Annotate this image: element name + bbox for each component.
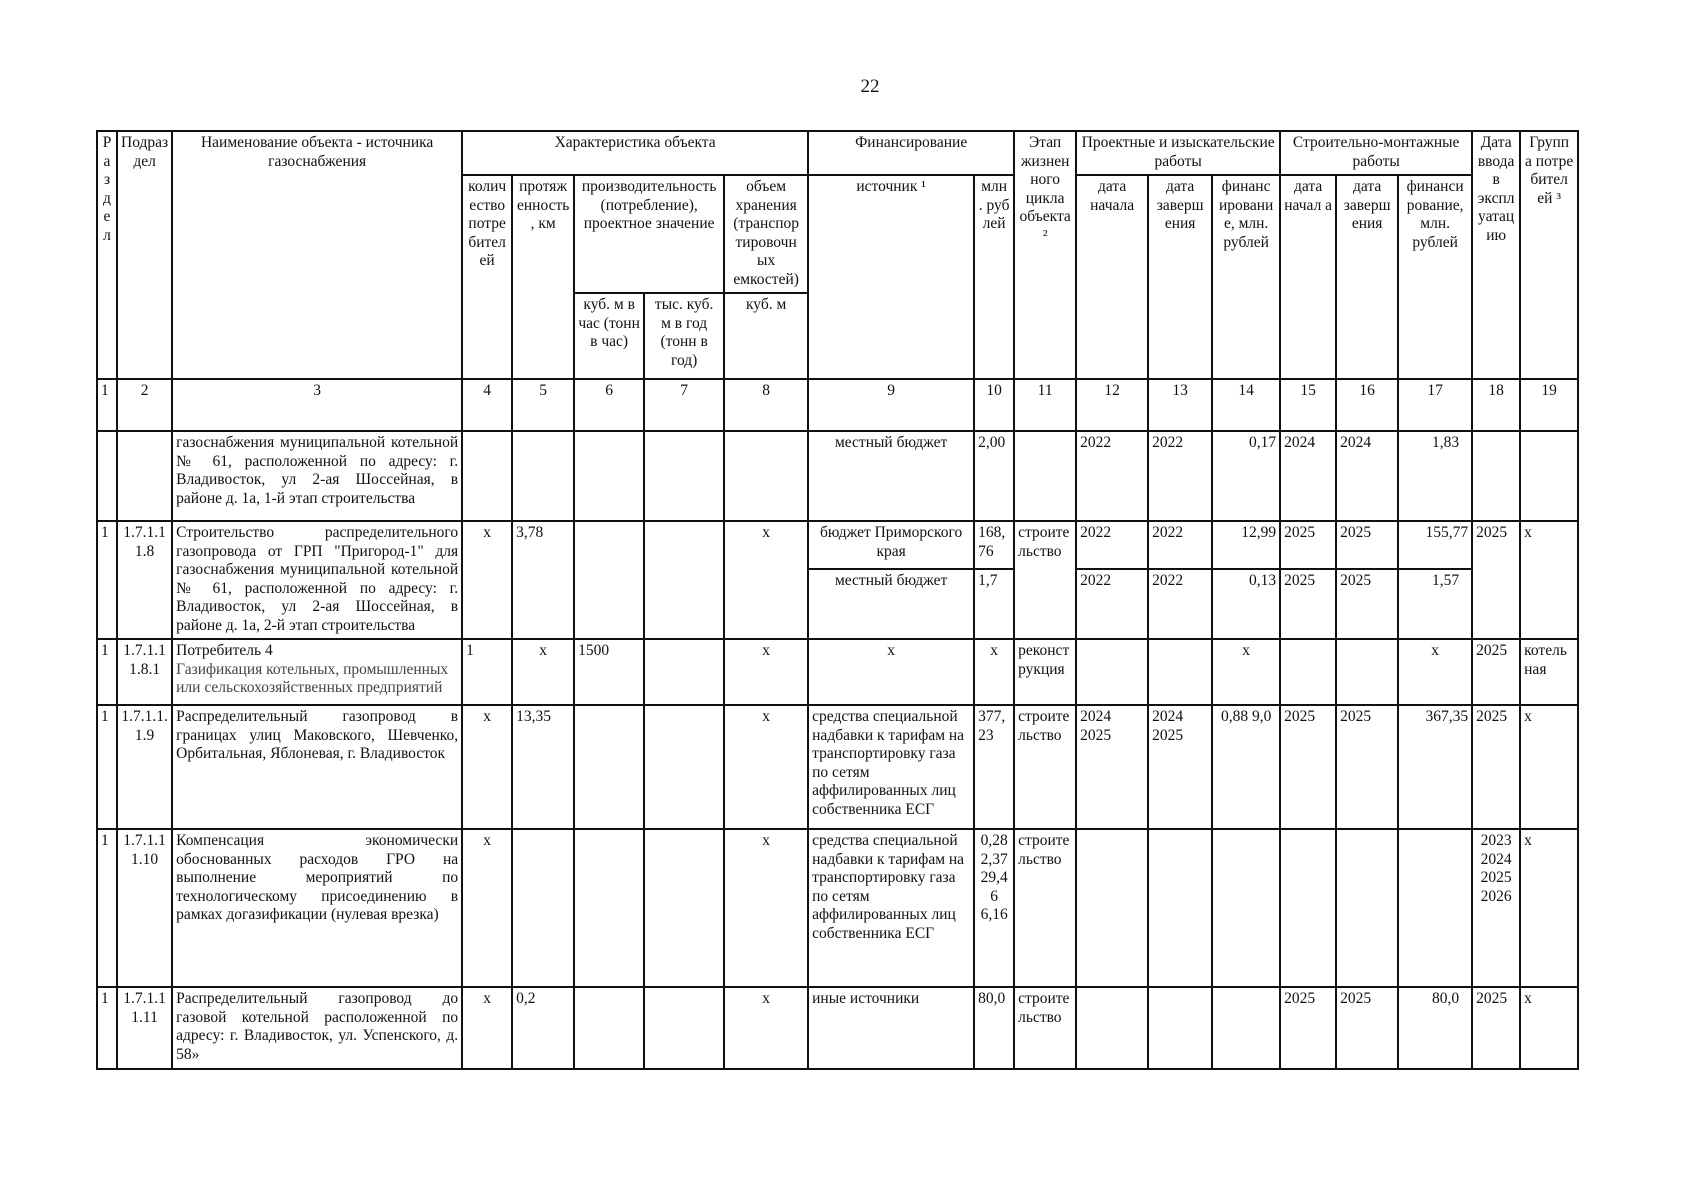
cell-construction-end: 2024 — [1336, 431, 1398, 521]
header-mln-rub: млн . руб лей — [974, 175, 1014, 379]
cell-construction-end: 2025 — [1336, 521, 1398, 569]
cell-object-name: Строительство распределительного газопровода от ГРП "Пригород-1" для газоснабжения муниципальной котельной № 61, расположенной по адресу: г. Владивосток, ул 2-ая Шоссейная, в районе д. 1а, 2-й этап строительства — [172, 521, 462, 639]
table-row — [97, 431, 1578, 521]
table-row — [97, 521, 1578, 569]
column-number: 19 — [1520, 379, 1578, 431]
column-number: 7 — [644, 379, 724, 431]
cell-construction-financing: 80,0 — [1398, 987, 1472, 1069]
header-unit-per-hour: куб. м в час (тонн в час) — [574, 293, 644, 379]
cell-construction-start: 2025 — [1280, 987, 1336, 1069]
header-design-financing: финанс ировани е, млн. рублей — [1212, 175, 1280, 379]
cell-source: средства специальной надбавки к тарифам на транспортировку газа по сетям аффилированных лиц собственника ЕСГ — [808, 705, 974, 829]
header-design-works: Проектные и изыскательские работы — [1076, 131, 1280, 175]
cell-consumers: x — [462, 705, 512, 829]
column-numbers-row — [97, 379, 1578, 431]
cell-construction-financing: 1,83 — [1398, 431, 1472, 521]
header-length-km: протяж енность , км — [512, 175, 574, 379]
cell-razdel: 1 — [97, 829, 117, 987]
cell-consumers: x — [462, 987, 512, 1069]
cell-razdel: 1 — [97, 521, 117, 639]
table-row — [97, 987, 1578, 1069]
cell-capacity-hour: 1500 — [574, 639, 644, 705]
header-unit-cubic-m: куб. м — [724, 293, 808, 379]
cell-consumers: x — [462, 829, 512, 987]
cell-amount: 168, 76 — [974, 521, 1014, 569]
cell-consumers: x — [462, 521, 512, 639]
cell-design-financing: 0,17 — [1212, 431, 1280, 521]
cell-construction-start: 2025 — [1280, 569, 1336, 639]
cell-commissioning-date: 2025 — [1472, 705, 1520, 829]
cell-commissioning-date: 2023 2024 2025 2026 — [1472, 829, 1520, 987]
column-number: 12 — [1076, 379, 1148, 431]
cell-source: x — [808, 639, 974, 705]
column-number: 5 — [512, 379, 574, 431]
cell-razdel — [97, 431, 117, 521]
cell-amount: 2,00 — [974, 431, 1014, 521]
cell-design-start: 2022 — [1076, 569, 1148, 639]
cell-construction-end: 2025 — [1336, 569, 1398, 639]
cell-commissioning-date: 2025 — [1472, 639, 1520, 705]
cell-podrazdel: 1.7.1.1. 1.9 — [117, 705, 172, 829]
consumer-label: Потребитель 4 — [176, 642, 273, 659]
cell-storage: x — [724, 521, 808, 639]
cell-design-end: 2022 — [1148, 431, 1212, 521]
cell-amount: x — [974, 639, 1014, 705]
cell-storage: x — [724, 705, 808, 829]
cell-design-start: 2024 2025 — [1076, 705, 1148, 829]
cell-lifecycle-stage: строите льство — [1014, 705, 1076, 829]
header-construction-start: дата начал а — [1280, 175, 1336, 379]
cell-design-end: 2024 2025 — [1148, 705, 1212, 829]
cell-podrazdel — [117, 431, 172, 521]
column-number: 8 — [724, 379, 808, 431]
cell-consumers: 1 — [462, 639, 512, 705]
header-source: источник ¹ — [808, 175, 974, 379]
cell-razdel: 1 — [97, 705, 117, 829]
gas-supply-table — [96, 130, 1579, 1070]
cell-design-financing: x — [1212, 639, 1280, 705]
cell-amount: 1,7 — [974, 569, 1014, 639]
cell-storage: x — [724, 639, 808, 705]
cell-podrazdel: 1.7.1.1 1.8 — [117, 521, 172, 639]
cell-length: 3,78 — [512, 521, 574, 639]
table-row — [97, 829, 1578, 987]
header-construction-end: дата заверш ения — [1336, 175, 1398, 379]
consumer-description: Газификация котельных, промышленных или сельскохозяйственных предприятий — [176, 660, 449, 697]
cell-length: 0,2 — [512, 987, 574, 1069]
column-number: 15 — [1280, 379, 1336, 431]
column-number: 4 — [462, 379, 512, 431]
column-number: 14 — [1212, 379, 1280, 431]
cell-amount: 377, 23 — [974, 705, 1014, 829]
header-object-name: Наименование объекта - источника газоснабжения — [172, 131, 462, 379]
cell-construction-financing: 1,57 — [1398, 569, 1472, 639]
cell-consumer-group: x — [1520, 829, 1578, 987]
column-number: 1 — [97, 379, 117, 431]
cell-construction-financing: x — [1398, 639, 1472, 705]
cell-consumer-group: котель ная — [1520, 639, 1578, 705]
header-storage-volume: объем хранения (транспор тировочн ых емкостей) — [724, 175, 808, 293]
cell-design-end: 2022 — [1148, 521, 1212, 569]
column-number: 9 — [808, 379, 974, 431]
header-financing: Финансирование — [808, 131, 1014, 175]
cell-source: бюджет Приморского края — [808, 521, 974, 569]
header-capacity: производительность (потребление), проектное значение — [574, 175, 724, 293]
cell-source: местный бюджет — [808, 569, 974, 639]
cell-storage: x — [724, 829, 808, 987]
cell-construction-financing: 367,35 — [1398, 705, 1472, 829]
column-number: 16 — [1336, 379, 1398, 431]
cell-design-end: 2022 — [1148, 569, 1212, 639]
cell-consumer-group: x — [1520, 521, 1578, 639]
cell-construction-start: 2024 — [1280, 431, 1336, 521]
cell-object-name: Распределительный газопровод в границах улиц Маковского, Шевченко, Орбитальная, Яблоневая, г. Владивосток — [172, 705, 462, 829]
header-commissioning-date: Дата ввода в экспл уатац ию — [1472, 131, 1520, 379]
header-lifecycle-stage: Этап жизнен ного цикла объекта ² — [1014, 131, 1076, 379]
cell-source: местный бюджет — [808, 431, 974, 521]
cell-design-financing: 0,88 9,0 — [1212, 705, 1280, 829]
column-number: 3 — [172, 379, 462, 431]
header-design-start: дата начала — [1076, 175, 1148, 379]
header-razdel: Р а з д е л — [97, 131, 117, 379]
header-row-1 — [97, 131, 1578, 175]
header-podrazdel: Подраз дел — [117, 131, 172, 379]
cell-lifecycle-stage: реконст рукция — [1014, 639, 1076, 705]
cell-razdel: 1 — [97, 639, 117, 705]
cell-podrazdel: 1.7.1.1 1.11 — [117, 987, 172, 1069]
column-number: 18 — [1472, 379, 1520, 431]
cell-source: иные источники — [808, 987, 974, 1069]
cell-design-start: 2022 — [1076, 431, 1148, 521]
cell-commissioning-date: 2025 — [1472, 521, 1520, 639]
cell-podrazdel: 1.7.1.1 1.10 — [117, 829, 172, 987]
cell-construction-start: 2025 — [1280, 521, 1336, 569]
header-construction-works: Строительно-монтажные работы — [1280, 131, 1472, 175]
header-consumer-group: Групп а потре бител ей ³ — [1520, 131, 1578, 379]
header-construction-financing: финанси рование, млн. рублей — [1398, 175, 1472, 379]
cell-design-start: 2022 — [1076, 521, 1148, 569]
cell-object-name: газоснабжения муниципальной котельной № 61, расположенной по адресу: г. Владивосток, ул 2-ая Шоссейная, в районе д. 1а, 1-й этап строительства — [172, 431, 462, 521]
cell-construction-end: 2025 — [1336, 705, 1398, 829]
cell-consumer-group: x — [1520, 705, 1578, 829]
table-row — [97, 705, 1578, 829]
column-number: 13 — [1148, 379, 1212, 431]
cell-object-name: Компенсация экономически обоснованных расходов ГРО на выполнение мероприятий по технологическому присоединению в рамках догазификации (нулевая врезка) — [172, 829, 462, 987]
cell-commissioning-date: 2025 — [1472, 987, 1520, 1069]
cell-amount: 80,0 — [974, 987, 1014, 1069]
column-number: 2 — [117, 379, 172, 431]
cell-storage: x — [724, 987, 808, 1069]
header-consumers-count: колич ество потре бител ей — [462, 175, 512, 379]
cell-construction-start: 2025 — [1280, 705, 1336, 829]
page-number: 22 — [860, 76, 880, 97]
cell-length: x — [512, 639, 574, 705]
cell-construction-end: 2025 — [1336, 987, 1398, 1069]
cell-object-name — [172, 639, 462, 705]
cell-razdel: 1 — [97, 987, 117, 1069]
column-number: 6 — [574, 379, 644, 431]
cell-amount: 0,28 2,37 29,4 6 6,16 — [974, 829, 1014, 987]
cell-consumer-group: x — [1520, 987, 1578, 1069]
cell-length: 13,35 — [512, 705, 574, 829]
column-number: 10 — [974, 379, 1014, 431]
cell-source: средства специальной надбавки к тарифам на транспортировку газа по сетям аффилированных лиц собственника ЕСГ — [808, 829, 974, 987]
table-row — [97, 639, 1578, 705]
column-number: 11 — [1014, 379, 1076, 431]
header-characteristics: Характеристика объекта — [462, 131, 808, 175]
header-unit-per-year: тыс. куб. м в год (тонн в год) — [644, 293, 724, 379]
cell-object-name: Распределительный газопровод до газовой котельной расположенной по адресу: г. Владивосток, ул. Успенского, д. 58» — [172, 987, 462, 1069]
cell-construction-financing: 155,77 — [1398, 521, 1472, 569]
column-number: 17 — [1398, 379, 1472, 431]
cell-design-financing: 0,13 — [1212, 569, 1280, 639]
cell-lifecycle-stage: строите льство — [1014, 987, 1076, 1069]
cell-design-financing: 12,99 — [1212, 521, 1280, 569]
cell-lifecycle-stage: строите льство — [1014, 829, 1076, 987]
cell-podrazdel: 1.7.1.1 1.8.1 — [117, 639, 172, 705]
header-design-end: дата заверш ения — [1148, 175, 1212, 379]
cell-lifecycle-stage: строите льство — [1014, 521, 1076, 639]
